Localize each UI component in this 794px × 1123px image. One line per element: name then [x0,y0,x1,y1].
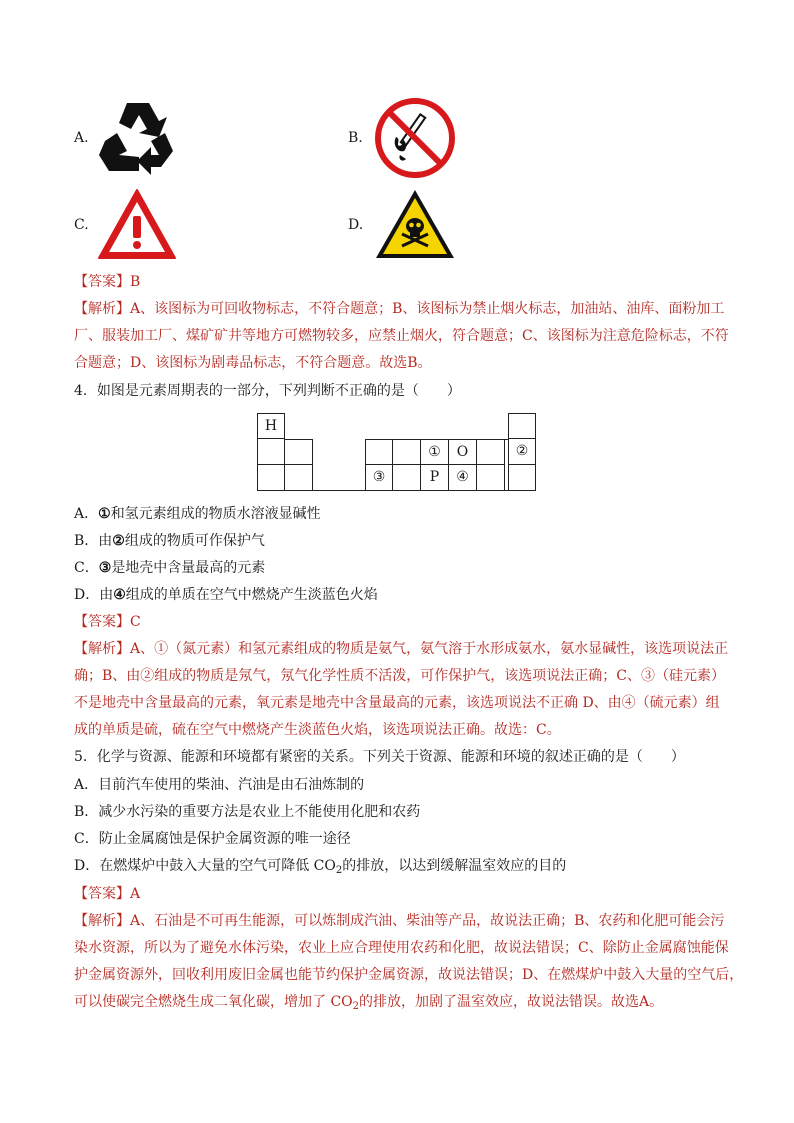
cell-h: H [257,413,285,439]
subscript: 2 [352,1001,360,1012]
cell-empty [257,465,285,491]
q3-analysis-line-1 [74,299,724,319]
analysis-tag: 【解析】 [74,913,130,929]
recycle-icon [97,97,179,179]
q5-analysis-line-2: 染水资源，所以为了避免水体污染，农业上应合理使用农药和化肥，故说法错误；C、除防止金属腐蚀能保 [74,940,729,956]
cell-p: P [421,465,449,491]
q4-analysis-line-2: 确；B、由②组成的物质是氖气，氖气化学性质不活泼，可作保护气，该选项说法正确；C、③（硅元素） [74,668,725,684]
cell-empty [393,439,421,465]
analysis-text: A、该图标为可回收物标志，不符合题意；B、该图标为禁止烟火标志，加油站、油库、面粉加工 [130,301,725,317]
q5-option-c: C．防止金属腐蚀是保护金属资源的唯一途径 [74,831,351,847]
cell-empty [365,439,393,465]
warning-icon [97,188,177,260]
cell-2: ② [508,439,536,465]
cell-empty [257,439,285,465]
q5-option-b: B．减少水污染的重要方法是农业上不能使用化肥和农药 [74,804,421,820]
answer-value: A [130,886,141,902]
option-a-label: A. [74,130,89,146]
q5-answer [74,884,140,904]
q3-analysis-line-2: 厂、服装加工厂、煤矿矿井等地方可燃物较多，应禁止烟火，符合题意；C、该图标为注意危险标志，不符 [74,328,729,344]
q5-analysis-line-4 [74,992,663,1017]
q4-answer [74,612,141,632]
no-fire-icon [374,97,456,179]
cell-empty [477,465,505,491]
toxic-icon [374,188,456,260]
analysis-tag: 【解析】 [74,641,130,657]
q4-stem: 4．如图是元素周期表的一部分，下列判断不正确的是（ ） [74,383,461,399]
q4-option-a [74,504,321,524]
cell-1: ① [421,439,449,465]
q5-option-d [74,856,566,881]
answer-value: C [130,614,141,630]
cell-o: O [449,439,477,465]
cell-empty [285,439,313,465]
table-bottom-line [312,490,365,491]
q4-analysis-line-3: 不是地壳中含量最高的元素，氧元素是地壳中含量最高的元素，该选项说法不正确 D、由④（硫元素）组 [74,695,720,711]
q5-option-a: A．目前汽车使用的柴油、汽油是由石油炼制的 [74,777,365,793]
answer-tag: 【答案】 [74,274,130,290]
analysis-text: 可以使碳完全燃烧生成二氧化碳，增加了 CO [74,994,353,1010]
analysis-tag: 【解析】 [74,301,130,317]
q4-option-b [74,531,265,551]
option-prefix: A． [74,506,99,522]
q4-option-d [74,585,378,605]
answer-tag: 【答案】 [74,614,130,630]
analysis-text: 的排放，加剧了温室效应，故说法错误。故选A。 [359,994,664,1010]
table-connector [505,439,508,491]
cell-empty [477,439,505,465]
cell-3: ③ [365,465,393,491]
option-b-label: B. [348,130,363,146]
option-marker: ① [98,506,111,522]
q5-stem: 5．化学与资源、能源和环境都有紧密的关系。下列关于资源、能源和环境的叙述正确的是（ ） [74,749,685,765]
subscript: 2 [335,865,343,876]
option-text: 是地壳中含量最高的元素 [111,560,266,576]
option-text: D．在燃煤炉中鼓入大量的空气可降低 CO [74,858,336,874]
answer-tag: 【答案】 [74,886,130,902]
option-prefix: C． [74,560,99,576]
option-text: 的排放，以达到缓解温室效应的目的 [342,858,567,874]
q4-analysis-line-4: 成的单质是硫，硫在空气中燃烧产生淡蓝色火焰，该选项说法正确。故选：C。 [74,722,561,738]
cell-empty [285,465,313,491]
option-prefix: B．由 [74,533,113,549]
option-marker: ③ [98,560,112,576]
q5-analysis-line-1 [74,911,724,931]
option-text: 组成的单质在空气中燃烧产生淡蓝色火焰 [125,587,378,603]
option-marker: ② [112,533,125,549]
cell-empty [508,413,536,439]
q3-analysis-line-3: 合题意；D、该图标为剧毒品标志，不符合题意。故选B。 [74,355,432,371]
analysis-text: A、石油是不可再生能源，可以炼制成汽油、柴油等产品，故说法正确；B、农药和化肥可能会污 [130,913,725,929]
option-c-label: C. [74,217,89,233]
option-text: 和氢元素组成的物质水溶液显碱性 [110,506,321,522]
analysis-text: A、①（氮元素）和氢元素组成的物质是氨气，氨气溶于水形成氨水，氨水显碱性，该选项说法正 [130,641,729,657]
q4-option-c [74,558,265,578]
option-prefix: D．由 [74,587,114,603]
option-text: 组成的物质可作保护气 [124,533,265,549]
q3-answer [74,272,140,292]
answer-value: B [130,274,141,290]
cell-4: ④ [449,465,477,491]
option-marker: ④ [113,587,126,603]
option-d-label: D. [348,217,364,233]
cell-empty [393,465,421,491]
q5-analysis-line-3: 护金属资源外，回收利用废旧金属也能节约保护金属资源，故说法错误；D、在燃煤炉中鼓入大量的空气后， [74,967,744,983]
q4-analysis-line-1 [74,639,728,659]
cell-empty [508,465,536,491]
